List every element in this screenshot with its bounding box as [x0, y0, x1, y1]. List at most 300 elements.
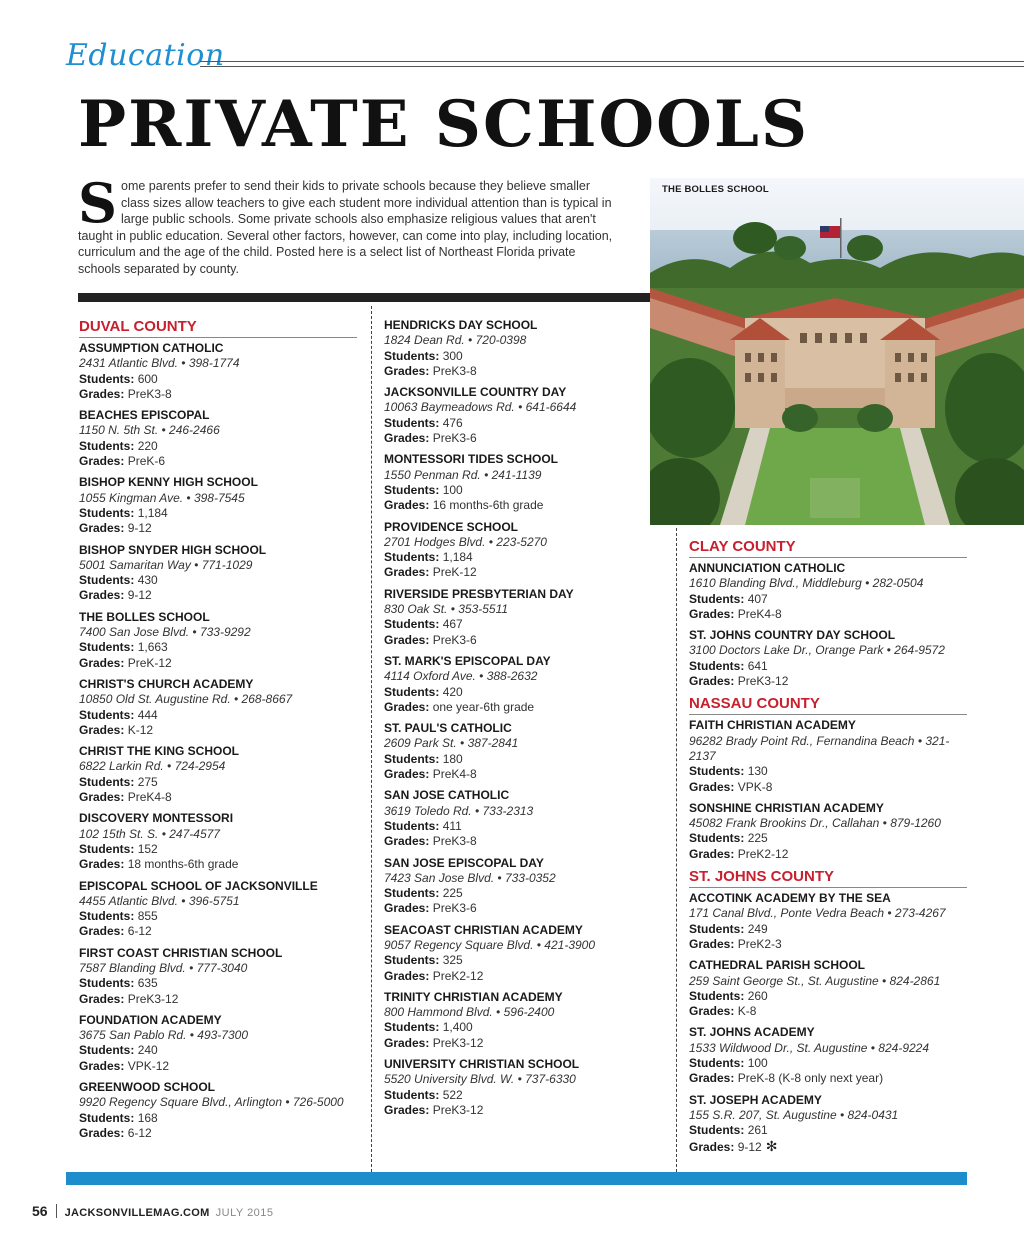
school-grades: [689, 1071, 967, 1086]
students-value: 635: [137, 976, 158, 991]
campus-aerial-image: [650, 178, 1024, 525]
grades-value: VPK-8: [737, 779, 773, 794]
school-entry: [384, 923, 658, 984]
school-address: 2701 Hodges Blvd. • 223-5270: [384, 534, 547, 549]
school-entry: [384, 788, 658, 849]
grades-label: Grades:: [384, 699, 430, 714]
school-address: 1550 Penman Rd. • 241-1139: [384, 467, 542, 482]
school-address: 5001 Samaritan Way • 771-1029: [79, 557, 253, 572]
students-value: 225: [442, 886, 463, 901]
students-label: Students:: [689, 591, 745, 606]
school-address: 155 S.R. 207, St. Augustine • 824-0431: [689, 1107, 899, 1122]
school-grades: [384, 969, 658, 984]
school-list-duval-2: [384, 318, 658, 1118]
students-label: Students:: [384, 415, 440, 430]
grades-value: PreK-12: [432, 565, 477, 580]
students-value: 476: [442, 415, 463, 430]
school-entry: [384, 318, 658, 379]
students-value: 100: [747, 1056, 768, 1071]
school-grades: [79, 588, 357, 603]
school-students: [384, 550, 658, 565]
school-entry: [384, 587, 658, 648]
school-address: 4114 Oxford Ave. • 388-2632: [384, 669, 538, 684]
students-value: 100: [442, 482, 463, 497]
grades-value: PreK3-8: [127, 386, 172, 401]
students-label: Students:: [79, 640, 135, 655]
page-title: PRIVATE SCHOOLS: [78, 87, 810, 162]
students-label: Students:: [79, 1043, 135, 1058]
students-value: 1,184: [442, 550, 473, 565]
grades-label: Grades:: [79, 386, 125, 401]
school-grades: [384, 431, 658, 446]
school-name: ACCOTINK ACADEMY BY THE SEA: [689, 891, 891, 906]
column-divider-1: [371, 306, 372, 1172]
school-address: 9057 Regency Square Blvd. • 421-3900: [384, 937, 596, 952]
school-address: 3100 Doctors Lake Dr., Orange Park • 264-9572: [689, 643, 945, 658]
school-students: [384, 886, 658, 901]
school-entry: [384, 385, 658, 446]
students-value: 180: [442, 751, 463, 766]
footer-site: JACKSONVILLEMAG.COM: [64, 1207, 210, 1219]
school-students: [79, 640, 357, 655]
school-address: 10850 Old St. Augustine Rd. • 268-8667: [79, 692, 293, 707]
school-name: RIVERSIDE PRESBYTERIAN DAY: [384, 586, 574, 601]
school-address: 10063 Baymeadows Rd. • 641-6644: [384, 400, 577, 415]
school-entry: [384, 721, 658, 782]
school-entry: [79, 677, 357, 738]
grades-value: PreK3-6: [432, 632, 477, 647]
county-heading-clay: CLAY COUNTY: [689, 538, 967, 558]
school-list-clay: [689, 561, 967, 689]
students-value: 220: [137, 438, 158, 453]
grades-label: Grades:: [384, 834, 430, 849]
students-label: Students:: [79, 505, 135, 520]
school-name: ST. JOHNS COUNTRY DAY SCHOOL: [689, 628, 896, 643]
county-heading-nassau: NASSAU COUNTY: [689, 695, 967, 715]
grades-label: Grades:: [384, 431, 430, 446]
school-grades: [79, 1126, 357, 1141]
school-name: BEACHES EPISCOPAL: [79, 408, 210, 423]
school-name: ST. JOSEPH ACADEMY: [689, 1092, 822, 1107]
school-name: DISCOVERY MONTESSORI: [79, 811, 234, 826]
grades-label: Grades:: [384, 632, 430, 647]
students-label: Students:: [384, 751, 440, 766]
students-label: Students:: [384, 953, 440, 968]
school-name: FIRST COAST CHRISTIAN SCHOOL: [79, 945, 283, 960]
students-label: Students:: [384, 818, 440, 833]
students-label: Students:: [384, 684, 440, 699]
school-address: 2431 Atlantic Blvd. • 398-1774: [79, 356, 240, 371]
school-entry: [79, 946, 357, 1007]
column-divider-2: [676, 528, 677, 1172]
grades-label: Grades:: [79, 1058, 125, 1073]
school-entry: [384, 520, 658, 581]
school-grades: [79, 992, 357, 1007]
county-heading-duval: DUVAL COUNTY: [79, 318, 357, 338]
grades-label: Grades:: [384, 498, 430, 513]
school-students: [384, 819, 658, 834]
school-entry: [689, 1093, 967, 1155]
grades-label: Grades:: [384, 901, 430, 916]
school-students: [689, 764, 967, 779]
school-students: [79, 439, 357, 454]
school-students: [79, 573, 357, 588]
grades-label: Grades:: [79, 991, 125, 1006]
students-value: 240: [137, 1043, 158, 1058]
students-label: Students:: [689, 988, 745, 1003]
school-entry: [79, 341, 357, 402]
grades-value: 16 months-6th grade: [432, 498, 544, 513]
school-name: CHRIST'S CHURCH ACADEMY: [79, 676, 254, 691]
school-address: 1533 Wildwood Dr., St. Augustine • 824-9224: [689, 1040, 930, 1055]
school-address: 45082 Frank Brookins Dr., Callahan • 879-1260: [689, 816, 941, 831]
grades-label: Grades:: [689, 606, 735, 621]
school-grades: [384, 565, 658, 580]
students-label: Students:: [689, 921, 745, 936]
school-entry: [384, 1057, 658, 1118]
school-address: 1150 N. 5th St. • 246-2466: [79, 423, 220, 438]
intro-paragraph: [78, 171, 616, 277]
school-students: [79, 708, 357, 723]
students-value: 600: [137, 371, 158, 386]
grades-label: Grades:: [689, 1071, 735, 1086]
students-label: Students:: [689, 831, 745, 846]
school-grades: [689, 780, 967, 795]
school-name: UNIVERSITY CHRISTIAN SCHOOL: [384, 1057, 580, 1072]
bolles-school-photo: [650, 178, 1024, 525]
grades-value: 9-12: [127, 588, 152, 603]
school-grades: [79, 454, 357, 469]
grades-label: Grades:: [79, 588, 125, 603]
school-grades: [384, 498, 658, 513]
school-entry: [384, 856, 658, 917]
school-students: [689, 592, 967, 607]
students-value: 1,400: [442, 1020, 473, 1035]
school-name: ASSUMPTION CATHOLIC: [79, 341, 224, 355]
students-label: Students:: [79, 1110, 135, 1125]
grades-value: PreK-8 (K-8 only next year): [737, 1071, 884, 1086]
school-name: THE BOLLES SCHOOL: [79, 609, 210, 624]
school-students: [689, 831, 967, 846]
students-label: Students:: [384, 1020, 440, 1035]
school-entry: [689, 1025, 967, 1086]
school-entry: [689, 561, 967, 622]
students-value: 411: [442, 818, 462, 833]
grades-value: PreK3-12: [432, 1035, 484, 1050]
students-value: 300: [442, 348, 463, 363]
students-label: Students:: [689, 1056, 745, 1071]
grades-value: PreK3-8: [432, 363, 477, 378]
students-label: Students:: [384, 482, 440, 497]
school-address: 3675 San Pablo Rd. • 493-7300: [79, 1028, 248, 1043]
school-grades: [689, 937, 967, 952]
school-name: CHRIST THE KING SCHOOL: [79, 744, 240, 759]
school-address: 6822 Larkin Rd. • 724-2954: [79, 759, 226, 774]
grades-label: Grades:: [79, 1125, 125, 1140]
grades-label: Grades:: [689, 779, 735, 794]
students-label: Students:: [79, 438, 135, 453]
school-entry: [79, 1013, 357, 1074]
header-rule-2: [200, 66, 1024, 67]
grades-value: PreK4-8: [432, 767, 477, 782]
grades-value: 18 months-6th grade: [127, 857, 239, 872]
school-address: 7587 Blanding Blvd. • 777-3040: [79, 960, 248, 975]
students-label: Students:: [79, 573, 135, 588]
students-value: 855: [137, 909, 158, 924]
school-grades: [689, 1139, 967, 1155]
school-name: BISHOP KENNY HIGH SCHOOL: [79, 475, 258, 490]
school-students: [689, 659, 967, 674]
school-grades: [79, 857, 357, 872]
school-students: [79, 372, 357, 387]
school-name: ANNUNCIATION CATHOLIC: [689, 561, 846, 575]
students-label: Students:: [689, 1123, 745, 1138]
students-value: 1,184: [137, 505, 168, 520]
students-value: 261: [747, 1123, 768, 1138]
grades-value: PreK2-12: [737, 846, 789, 861]
grades-label: Grades:: [689, 1139, 735, 1154]
grades-label: Grades:: [384, 767, 430, 782]
grades-value: 9-12: [127, 521, 152, 536]
students-label: Students:: [79, 371, 135, 386]
school-entry: [79, 610, 357, 671]
school-address: 171 Canal Blvd., Ponte Vedra Beach • 273-4267: [689, 906, 946, 921]
school-students: [384, 953, 658, 968]
students-label: Students:: [79, 707, 135, 722]
school-students: [384, 483, 658, 498]
students-label: Students:: [384, 617, 440, 632]
school-name: EPISCOPAL SCHOOL OF JACKSONVILLE: [79, 878, 318, 893]
grades-value: PreK3-12: [127, 991, 179, 1006]
grades-value: PreK2-12: [432, 968, 484, 983]
grades-value: 9-12: [737, 1139, 762, 1154]
school-students: [384, 416, 658, 431]
school-list-duval-1: [79, 341, 357, 1141]
students-value: 325: [442, 953, 463, 968]
header-rule: [200, 61, 1024, 62]
school-grades: [689, 607, 967, 622]
grades-value: one year-6th grade: [432, 699, 535, 714]
school-entry: [689, 628, 967, 689]
grades-label: Grades:: [384, 968, 430, 983]
school-address: 2609 Park St. • 387-2841: [384, 736, 519, 751]
column-2: [384, 318, 658, 1124]
grades-value: PreK-12: [127, 655, 172, 670]
school-address: 9920 Regency Square Blvd., Arlington • 726-5000: [79, 1095, 344, 1110]
school-students: [384, 1088, 658, 1103]
school-students: [79, 842, 357, 857]
school-entry: [689, 718, 967, 794]
grades-label: Grades:: [689, 1004, 735, 1019]
school-grades: [79, 924, 357, 939]
school-address: 830 Oak St. • 353-5511: [384, 602, 509, 617]
intro-text: ome parents prefer to send their kids to private schools because they believe smaller class sizes allow teachers to give each student more individual attention than is typical in large public schools. Some private schools also emphasize religious values that aren't taught in public education. Several other factors, however, can come into play, including location, curriculum and the age of the child. Posted here is a select list of Northeast Florida private schools separated by county.: [78, 179, 613, 276]
students-value: 430: [137, 573, 158, 588]
school-address: 1610 Blanding Blvd., Middleburg • 282-0504: [689, 576, 924, 591]
school-address: 7423 San Jose Blvd. • 733-0352: [384, 870, 556, 885]
students-label: Students:: [384, 550, 440, 565]
grades-label: Grades:: [384, 565, 430, 580]
school-entry: [79, 475, 357, 536]
school-name: HENDRICKS DAY SCHOOL: [384, 318, 538, 332]
school-entry: [79, 811, 357, 872]
column-3: [689, 538, 967, 1161]
students-label: Students:: [384, 1087, 440, 1102]
students-value: 420: [442, 684, 463, 699]
grades-label: Grades:: [689, 846, 735, 861]
school-students: [79, 1043, 357, 1058]
school-address: 1824 Dean Rd. • 720-0398: [384, 333, 527, 348]
school-grades: [689, 1004, 967, 1019]
students-label: Students:: [689, 764, 745, 779]
school-grades: [384, 834, 658, 849]
school-students: [79, 506, 357, 521]
grades-label: Grades:: [384, 1102, 430, 1117]
school-entry: [79, 744, 357, 805]
grades-label: Grades:: [384, 1035, 430, 1050]
school-students: [689, 1123, 967, 1138]
students-value: 152: [137, 841, 158, 856]
school-students: [689, 1056, 967, 1071]
school-name: BISHOP SNYDER HIGH SCHOOL: [79, 542, 267, 557]
grades-value: PreK3-12: [432, 1102, 484, 1117]
students-value: 249: [747, 921, 768, 936]
school-students: [79, 909, 357, 924]
grades-label: Grades:: [79, 857, 125, 872]
school-address: 102 15th St. S. • 247-4577: [79, 826, 220, 841]
students-label: Students:: [79, 976, 135, 991]
school-name: MONTESSORI TIDES SCHOOL: [384, 452, 559, 467]
footer-bar: [66, 1172, 967, 1185]
grades-value: VPK-12: [127, 1058, 170, 1073]
school-address: 5520 University Blvd. W. • 737-6330: [384, 1072, 576, 1087]
school-entry: [79, 543, 357, 604]
school-address: 259 Saint George St., St. Augustine • 824-2861: [689, 973, 941, 988]
school-name: ST. JOHNS ACADEMY: [689, 1025, 815, 1040]
footer-date: JULY 2015: [215, 1207, 274, 1219]
students-value: 1,663: [137, 640, 168, 655]
school-students: [384, 1020, 658, 1035]
students-value: 260: [747, 988, 768, 1003]
school-name: CATHEDRAL PARISH SCHOOL: [689, 958, 866, 973]
school-students: [384, 617, 658, 632]
school-grades: [384, 901, 658, 916]
grades-value: PreK3-8: [432, 834, 477, 849]
school-address: 7400 San Jose Blvd. • 733-9292: [79, 625, 251, 640]
school-grades: [384, 1103, 658, 1118]
school-name: PROVIDENCE SCHOOL: [384, 519, 519, 534]
students-label: Students:: [79, 774, 135, 789]
students-value: 130: [747, 764, 768, 779]
school-entry: [79, 879, 357, 940]
students-value: 407: [747, 591, 768, 606]
school-name: SONSHINE CHRISTIAN ACADEMY: [689, 800, 884, 815]
school-grades: [384, 700, 658, 715]
school-students: [79, 976, 357, 991]
school-grades: [79, 521, 357, 536]
school-grades: [689, 847, 967, 862]
school-name: ST. PAUL'S CATHOLIC: [384, 721, 512, 736]
school-grades: [384, 633, 658, 648]
school-students: [689, 922, 967, 937]
county-heading-st-johns: ST. JOHNS COUNTY: [689, 868, 967, 888]
school-name: FOUNDATION ACADEMY: [79, 1012, 222, 1027]
school-grades: [384, 1036, 658, 1051]
students-value: 444: [137, 707, 158, 722]
students-label: Students:: [689, 658, 745, 673]
school-entry: [384, 654, 658, 715]
school-address: 1055 Kingman Ave. • 398-7545: [79, 490, 245, 505]
school-list-st-johns: [689, 891, 967, 1155]
school-name: TRINITY CHRISTIAN ACADEMY: [384, 989, 563, 1004]
school-grades: [79, 387, 357, 402]
dropcap: S: [78, 171, 117, 235]
students-value: 275: [137, 774, 158, 789]
students-label: Students:: [79, 909, 135, 924]
school-entry: [79, 1080, 357, 1141]
grades-label: Grades:: [689, 936, 735, 951]
grades-value: PreK2-3: [737, 936, 782, 951]
grades-value: K-8: [737, 1004, 757, 1019]
grades-value: 6-12: [127, 924, 152, 939]
school-grades: [689, 674, 967, 689]
grades-label: Grades:: [689, 674, 735, 689]
grades-value: 6-12: [127, 1125, 152, 1140]
grades-value: PreK3-12: [737, 674, 789, 689]
school-entry: [384, 990, 658, 1051]
school-students: [689, 989, 967, 1004]
students-label: Students:: [384, 348, 440, 363]
school-grades: [79, 723, 357, 738]
school-students: [79, 775, 357, 790]
school-entry: [689, 958, 967, 1019]
grades-label: Grades:: [79, 790, 125, 805]
grades-label: Grades:: [79, 924, 125, 939]
school-entry: [79, 408, 357, 469]
school-name: FAITH CHRISTIAN ACADEMY: [689, 718, 856, 733]
grades-value: PreK-6: [127, 454, 166, 469]
school-name: SEACOAST CHRISTIAN ACADEMY: [384, 922, 583, 937]
page-footer: [32, 1203, 274, 1219]
page-number: 56: [32, 1203, 48, 1219]
grades-value: PreK4-8: [127, 790, 172, 805]
school-grades: [384, 767, 658, 782]
end-mark-icon: ✻: [765, 1137, 778, 1154]
students-value: 225: [747, 831, 768, 846]
school-name: JACKSONVILLE COUNTRY DAY: [384, 385, 567, 400]
school-name: ST. MARK'S EPISCOPAL DAY: [384, 653, 551, 668]
school-address: 3619 Toledo Rd. • 733-2313: [384, 803, 534, 818]
school-students: [384, 752, 658, 767]
school-grades: [79, 1059, 357, 1074]
school-entry: [689, 801, 967, 862]
grades-value: PreK3-6: [432, 901, 477, 916]
school-grades: [384, 364, 658, 379]
grades-label: Grades:: [384, 363, 430, 378]
footer-separator: [56, 1204, 57, 1218]
school-address: 96282 Brady Point Rd., Fernandina Beach • 321-2137: [689, 733, 950, 763]
grades-label: Grades:: [79, 722, 125, 737]
school-list-nassau: [689, 718, 967, 862]
school-students: [384, 685, 658, 700]
students-value: 522: [442, 1087, 463, 1102]
students-value: 467: [442, 617, 463, 632]
school-entry: [384, 452, 658, 513]
grades-label: Grades:: [79, 655, 125, 670]
section-label: Education: [66, 38, 225, 73]
students-label: Students:: [384, 886, 440, 901]
school-address: 4455 Atlantic Blvd. • 396-5751: [79, 893, 240, 908]
